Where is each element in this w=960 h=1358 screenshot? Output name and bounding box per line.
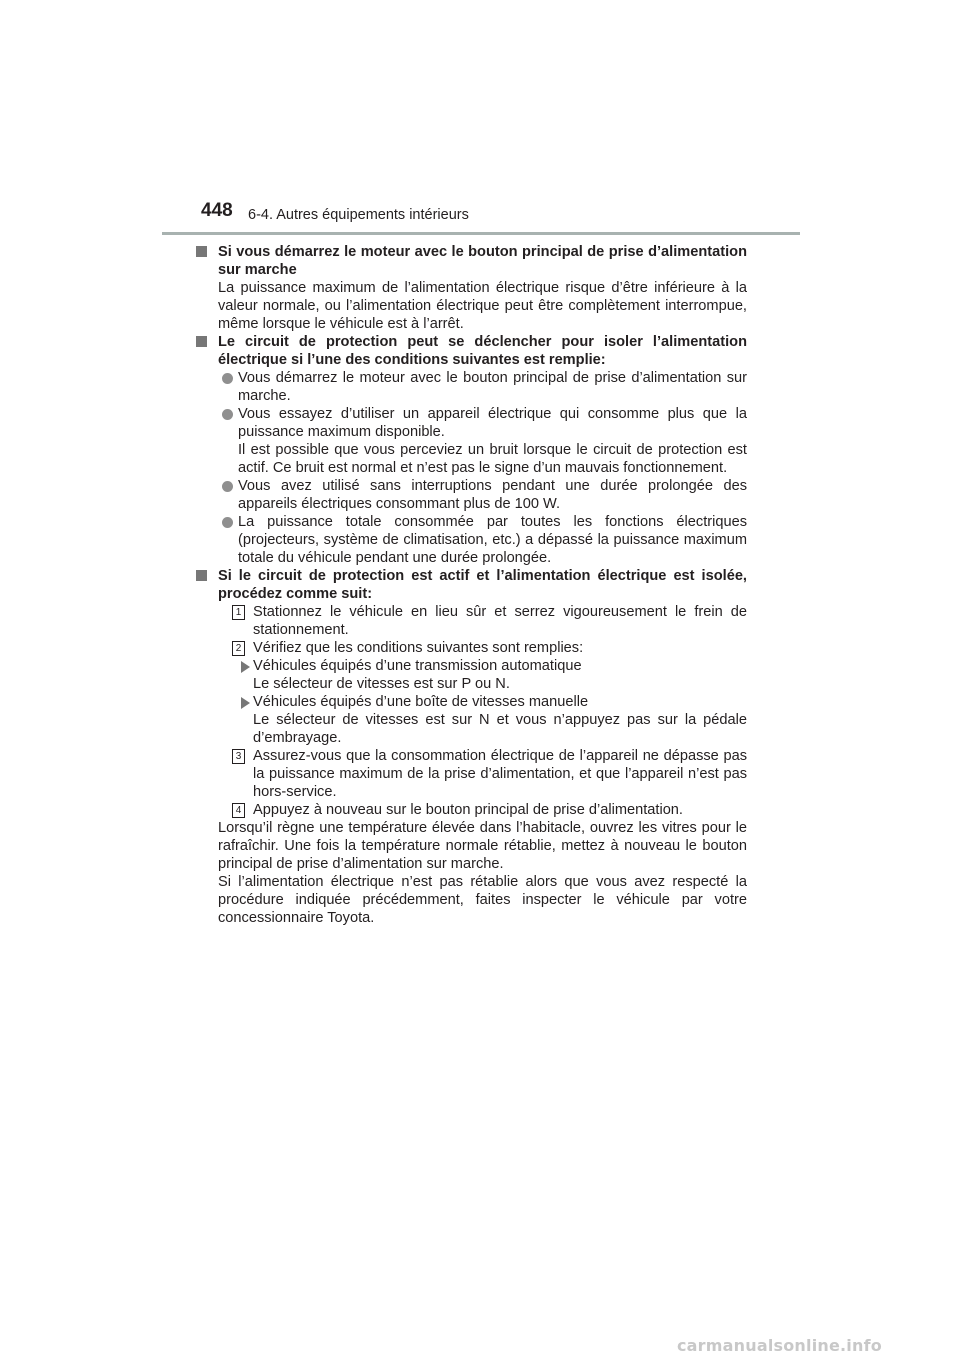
sub-item-title: Véhicules équipés d’une transmission automatique [253,658,582,674]
list-item [195,513,747,567]
heading-protection-circuit [195,333,747,369]
triangle-bullet-icon [241,697,250,709]
closing-paragraph: Lorsqu’il règne une température élevée dans l’habitacle, ouvrez les vitres pour le rafraîchir. Une fois la température normale rétablie, mettez à nouveau le bouton principal de prise d’alimentation sur marche. [218,820,747,872]
list-item [195,369,747,405]
round-bullet-icon [222,373,233,384]
heading-procedure [195,567,747,603]
triangle-bullet-icon [241,661,250,673]
square-bullet-icon [196,246,207,257]
step-item [195,603,747,639]
round-bullet-icon [222,409,233,420]
header-divider [162,232,800,235]
sub-item [195,693,747,747]
step-text: Vérifiez que les conditions suivantes sont remplies: [253,640,584,656]
round-bullet-icon [222,517,233,528]
sub-item [195,657,747,693]
closing-paragraph: Si l’alimentation électrique n’est pas rétablie alors que vous avez respecté la procédure indiquée précédemment, faites inspecter le véhicule par votre concessionnaire Toyota. [218,874,747,926]
step-text: Assurez-vous que la consommation électrique de l’appareil ne dépasse pas la puissance maximum de la prise d’alimentation, et que l’appareil n’est pas hors-service. [253,748,747,800]
step-number-badge: 4 [232,803,245,818]
list-item [195,477,747,513]
list-item-text: Vous démarrez le moteur avec le bouton principal de prise d’alimentation sur marche. [238,370,747,404]
step-text: Appuyez à nouveau sur le bouton principal de prise d’alimentation. [253,802,683,818]
page-number: 448 [201,200,233,221]
step-item [195,801,747,819]
step-text: Stationnez le véhicule en lieu sûr et serrez vigoureusement le frein de stationnement. [253,604,747,638]
step-number-badge: 2 [232,641,245,656]
sub-item-title: Véhicules équipés d’une boîte de vitesses manuelle [253,694,589,710]
step-item [195,639,747,657]
watermark: carmanualsonline.info [677,1336,882,1355]
paragraph: La puissance maximum de l’alimentation électrique risque d’être inférieure à la valeur normale, ou l’alimentation électrique peut être complètement interrompue, même lorsque le véhicule est à l’arrêt. [218,280,747,332]
heading-text: Le circuit de protection peut se déclencher pour isoler l’alimentation électrique si l’une des conditions suivantes est remplie: [218,334,747,368]
step-item [195,747,747,801]
sub-item-text: Le sélecteur de vitesses est sur P ou N. [253,676,510,692]
square-bullet-icon [196,570,207,581]
list-item-text: La puissance totale consommée par toutes les fonctions électriques (projecteurs, système de climatisation, etc.) a dépassé la puissance maximum totale du véhicule pendant une durée prolongée. [238,514,747,566]
step-number-badge: 1 [232,605,245,620]
list-item-text: Vous essayez d’utiliser un appareil électrique qui consomme plus que la puissance maximum disponible. [238,406,747,440]
heading-text: Si le circuit de protection est actif et l’alimentation électrique est isolée, procédez comme suit: [218,568,747,602]
section-title: 6-4. Autres équipements intérieurs [248,207,469,223]
step-number-badge: 3 [232,749,245,764]
note-paragraph: Il est possible que vous perceviez un bruit lorsque le circuit de protection est actif. Ce bruit est normal et n’est pas le signe d’un mauvais fonctionnement. [238,442,747,476]
heading-text: Si vous démarrez le moteur avec le bouton principal de prise d’alimentation sur marche [218,244,747,278]
heading-power-on [195,243,747,279]
list-item-text: Vous avez utilisé sans interruptions pendant une durée prolongée des appareils électriques consommant plus de 100 W. [238,478,747,512]
round-bullet-icon [222,481,233,492]
square-bullet-icon [196,336,207,347]
sub-item-text: Le sélecteur de vitesses est sur N et vous n’appuyez pas sur la pédale d’embrayage. [253,712,747,746]
page-content [195,243,747,927]
list-item [195,405,747,441]
